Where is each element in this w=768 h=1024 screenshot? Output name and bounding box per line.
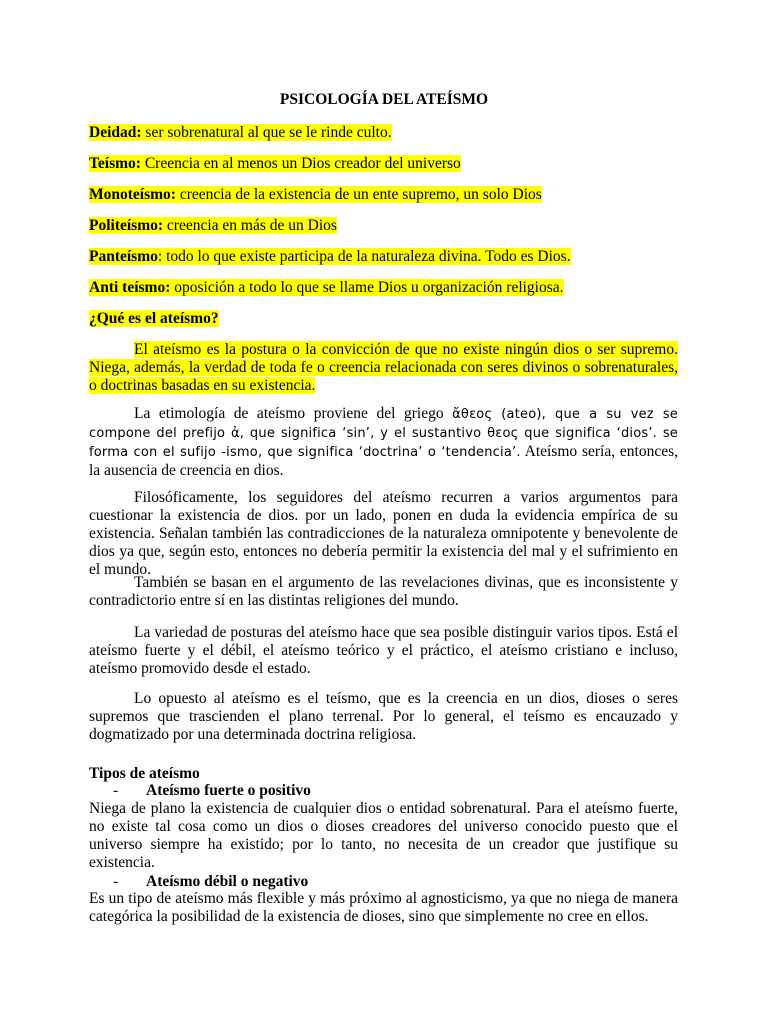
definition-term: Monoteísmo: xyxy=(89,186,176,203)
subheading-weak-atheism xyxy=(113,872,308,892)
definition-text: oposición a todo lo que se llame Dios u organización religiosa. xyxy=(170,279,564,296)
definition-panteismo xyxy=(89,247,571,267)
paragraph-opposite xyxy=(89,690,678,744)
definition-teismo xyxy=(89,154,461,174)
definition-text: Creencia en al menos un Dios creador del universo xyxy=(140,155,461,172)
paragraph-weak-atheism xyxy=(89,890,678,926)
types-heading: Tipos de ateísmo xyxy=(89,765,200,782)
definition-term: Teísmo: xyxy=(89,155,141,172)
definition-text: : todo lo que existe participa de la naturaleza divina. Todo es Dios. xyxy=(157,248,571,265)
question-heading: ¿Qué es el ateísmo? xyxy=(89,310,219,327)
paragraph-definition xyxy=(89,341,678,395)
subheading-text: Ateísmo débil o negativo xyxy=(146,873,309,890)
paragraph-text: También se basan en el argumento de las revelaciones divinas, que es inconsistente y contradictorio entre sí en las distintas religiones del mundo. xyxy=(89,574,678,609)
list-dash: - xyxy=(113,782,119,799)
definition-text: ser sobrenatural al que se le rinde culto. xyxy=(141,124,392,141)
subheading-text: Ateísmo fuerte o positivo xyxy=(146,782,311,799)
paragraph-etymology: La etimología de ateísmo proviene del griego ἄθεος (ateo), que a su vez se compone del prefijo ἀ, que significa ‘sin’, y el sustantivo θεος que significa ‘dios’. se forma con el sufijo -ismo, que significa ‘doctrina’ o ‘tendencia’. Ateísmo sería, entonces, la ausencia de creencia en dios. xyxy=(89,405,679,479)
definition-text: creencia en más de un Dios xyxy=(163,217,337,234)
definition-term: Panteísmo xyxy=(89,248,158,265)
definition-term: Deidad: xyxy=(89,124,142,141)
paragraph-strong-atheism xyxy=(89,800,678,872)
section-question xyxy=(89,309,219,329)
paragraph-variety xyxy=(89,624,678,678)
list-dash: - xyxy=(113,873,119,890)
paragraph-text: El ateísmo es la postura o la convicción de que no existe ningún dios o ser supremo. Niega, además, la verdad de toda fe o creencia relacionada con seres divinos o sobrenaturales, o doctrinas basadas en su existencia. xyxy=(89,341,678,394)
page-title: PSICOLOGÍA DEL ATEÍSMO xyxy=(279,91,489,108)
definition-monoteismo xyxy=(89,185,542,205)
paragraph-text: Niega de plano la existencia de cualquier dios o entidad sobrenatural. Para el ateísmo fuerte, no existe tal cosa como un dios o dioses creadores del universo conocido puesto que el universo siempre ha existido; por lo tanto, no necesita de un creador que justifique su existencia. xyxy=(89,800,678,871)
paragraph-philosophy xyxy=(89,489,678,579)
definition-text: creencia de la existencia de un ente supremo, un solo Dios xyxy=(175,186,542,203)
paragraph-text: Lo opuesto al ateísmo es el teísmo, que es la creencia en un dios, dioses o seres supremos que trascienden el plano terrenal. Por lo general, el teísmo es encauzado y dogmatizado por una determinada doctrina religiosa. xyxy=(89,690,678,743)
paragraph-revelations xyxy=(89,574,678,610)
definition-term: Anti teísmo: xyxy=(89,279,171,296)
definition-anti-teismo xyxy=(89,278,564,298)
paragraph-text: La variedad de posturas del ateísmo hace que sea posible distinguir varios tipos. Está el ateísmo fuerte y el débil, el ateísmo teórico y el práctico, el ateísmo cristiano e incluso, ateísmo promovido desde el estado. xyxy=(89,624,678,677)
greek-text: ἄθεος (ateo), que a su vez se compone del prefijo ἀ, que significa ‘sin’, y el sustantivo θεος que significa ‘dios’. se forma con el sufijo -ismo, que significa ‘doctrina’ o ‘tendencia’. xyxy=(89,407,678,460)
paragraph-text: Es un tipo de ateísmo más flexible y más próximo al agnosticismo, ya que no niega de manera categórica la posibilidad de la existencia de dioses, sino que simplemente no cree en ellos. xyxy=(89,890,678,925)
definition-deidad xyxy=(89,123,392,143)
definition-politeismo xyxy=(89,216,337,236)
paragraph-text: Filosóficamente, los seguidores del ateísmo recurren a varios argumentos para cuestionar la existencia de dios. por un lado, ponen en duda la evidencia empírica de su existencia. Señalan también las contradicciones de la naturaleza omnipotente y benevolente de dios ya que, según esto, entonces no debería permitir la existencia del mal y el sufrimiento en el mundo. xyxy=(89,489,678,578)
definition-term: Politeísmo: xyxy=(89,217,164,234)
subheading-strong-atheism xyxy=(113,781,311,801)
